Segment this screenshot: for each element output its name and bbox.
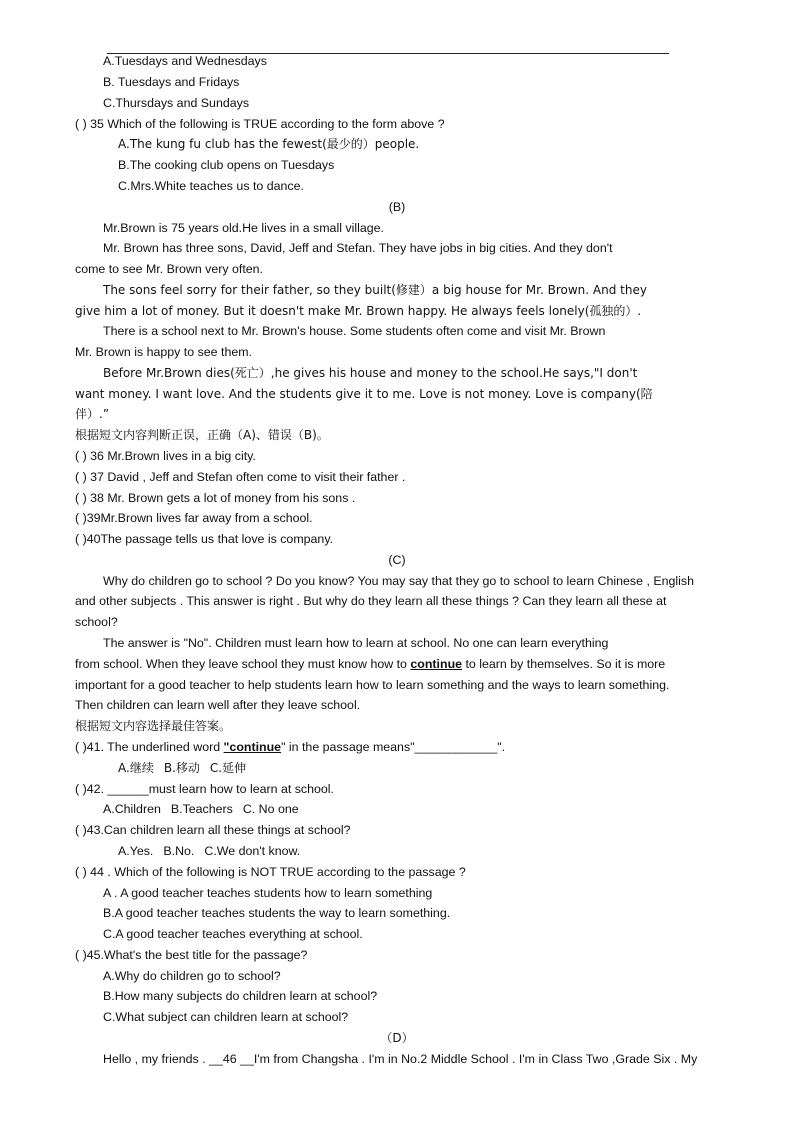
passage-c-line: Then children can learn well after they leave school.: [75, 698, 361, 712]
q34-option-a: A.Tuesdays and Wednesdays: [103, 54, 267, 68]
q44-option-a: A . A good teacher teaches students how to learn something: [103, 886, 433, 900]
passage-text: to learn by themselves. So it is more: [462, 657, 666, 671]
q41-option-c: C.延伸: [209, 761, 247, 775]
q35-option-b: B.The cooking club opens on Tuesdays: [118, 158, 335, 172]
q41-option-a: A.继续: [118, 761, 154, 775]
question-45: ( )45.What's the best title for the passage?: [75, 948, 308, 962]
q45-option-a: A.Why do children go to school?: [103, 969, 281, 983]
question-37: ( ) 37 David , Jeff and Stefan often come to visit their father .: [75, 470, 406, 484]
q43-option-b: B.No.: [163, 844, 195, 858]
passage-c-line: Why do children go to school ? Do you know? You may say that they go to school to learn Chinese , English: [103, 574, 694, 588]
question-41: [75, 739, 505, 755]
section-b-heading: (B): [388, 200, 406, 214]
section-d-heading: （D）: [380, 1031, 414, 1045]
passage-d-line: Hello , my friends . __46 __I'm from Changsha . I'm in No.2 Middle School . I'm in Class Two ,Grade Six . My: [103, 1052, 698, 1066]
passage-b-line: There is a school next to Mr. Brown's house. Some students often come and visit Mr. Brown: [103, 324, 606, 338]
q35-option-a: A.The kung fu club has the fewest(最少的）people.: [118, 137, 420, 151]
question-40: ( )40The passage tells us that love is company.: [75, 532, 334, 546]
question-39: ( )39Mr.Brown lives far away from a school.: [75, 511, 313, 525]
passage-b-line: give him a lot of money. But it doesn't make Mr. Brown happy. He always feels lonely(孤独的）.: [75, 304, 642, 318]
passage-c-line: and other subjects . This answer is right . But why do they learn all these things ? Can they learn all these at: [75, 594, 667, 608]
q42-option-b: B.Teachers: [170, 802, 233, 816]
passage-b-line: Mr.Brown is 75 years old.He lives in a small village.: [103, 221, 384, 235]
passage-b-line: Mr. Brown has three sons, David, Jeff and Stefan. They have jobs in big cities. And they don't: [103, 241, 613, 255]
passage-text: from school. When they leave school they must know how to: [75, 657, 411, 671]
section-b-instruction: 根据短文内容判断正误，正确（A)、错误（B)。: [75, 428, 329, 442]
q41-option-b: B.移动: [163, 761, 200, 775]
q35-stem: ( ) 35 Which of the following is TRUE according to the form above ?: [75, 117, 445, 131]
q43-option-c: C.We don't know.: [204, 844, 301, 858]
q42-option-c: C. No one: [242, 802, 299, 816]
q34-option-b: B. Tuesdays and Fridays: [103, 75, 240, 89]
q45-option-b: B.How many subjects do children learn at school?: [103, 989, 378, 1003]
underlined-word-continue: continue: [410, 657, 463, 671]
q43-option-a: A.Yes.: [118, 844, 154, 858]
section-c-instruction: 根据短文内容选择最佳答案。: [75, 719, 232, 733]
q35-option-c: C.Mrs.White teaches us to dance.: [118, 179, 304, 193]
question-43: ( )43.Can children learn all these things at school?: [75, 823, 351, 837]
passage-b-line: come to see Mr. Brown very often.: [75, 262, 264, 276]
passage-c-line: school?: [75, 615, 118, 629]
passage-b-line: Before Mr.Brown dies(死亡）,he gives his house and money to the school.He says,"I don't: [103, 366, 638, 380]
question-text: ( )41. The underlined word: [75, 740, 224, 754]
passage-b-line: Mr. Brown is happy to see them.: [75, 345, 252, 359]
q44-option-b: B.A good teacher teaches students the way to learn something.: [103, 906, 451, 920]
q44-option-c: C.A good teacher teaches everything at school.: [103, 927, 363, 941]
question-38: ( ) 38 Mr. Brown gets a lot of money from his sons .: [75, 491, 356, 505]
q34-option-c: C.Thursdays and Sundays: [103, 96, 250, 110]
q42-options: [103, 801, 299, 817]
q43-options: [118, 843, 300, 859]
passage-b-line: want money. I want love. And the students give it to me. Love is not money. Love is company(陪: [75, 387, 653, 401]
question-text: " in the passage means"____________".: [281, 740, 506, 754]
passage-c-line: [75, 656, 665, 672]
passage-b-line: The sons feel sorry for their father, so they built(修建）a big house for Mr. Brown. And they: [103, 283, 647, 297]
question-42: ( )42. ______must learn how to learn at school.: [75, 782, 334, 796]
passage-c-line: important for a good teacher to help students learn how to learn something and the ways to learn something.: [75, 678, 670, 692]
passage-c-line: The answer is "No". Children must learn how to learn at school. No one can learn everything: [103, 636, 609, 650]
question-44: ( ) 44 . Which of the following is NOT TRUE according to the passage ?: [75, 865, 466, 879]
question-36: ( ) 36 Mr.Brown lives in a big city.: [75, 449, 256, 463]
q42-option-a: A.Children: [103, 802, 161, 816]
section-c-heading: (C): [388, 553, 406, 567]
q41-options: [118, 760, 246, 776]
underlined-word: "continue: [223, 740, 282, 754]
passage-b-line: 伴）.”: [75, 407, 110, 421]
q45-option-c: C.What subject can children learn at school?: [103, 1010, 349, 1024]
